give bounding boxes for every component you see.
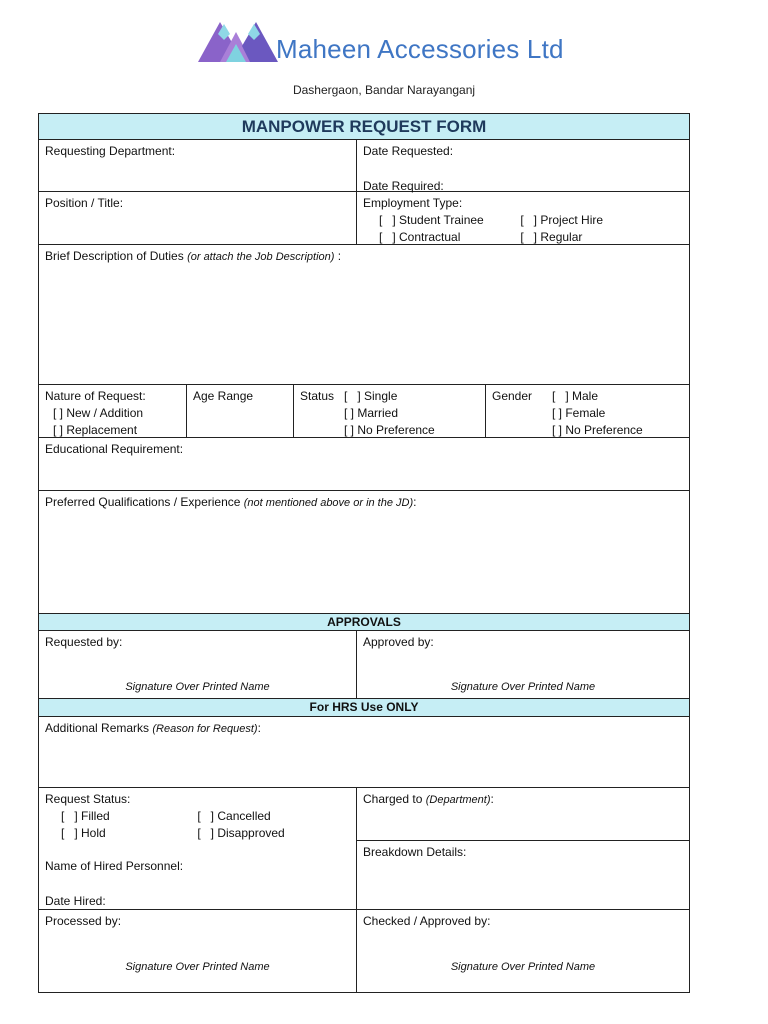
project-hire-checkbox[interactable]: [ ] Project Hire	[520, 213, 604, 227]
replacement-checkbox[interactable]: [ ] Replacement	[53, 423, 138, 437]
date-hired-field[interactable]: Date Hired:	[45, 894, 106, 908]
approved-by-label: Approved by:	[363, 635, 434, 649]
status-no-preference-checkbox[interactable]: [ ] No Preference	[344, 423, 435, 437]
form-title-row	[39, 114, 689, 140]
nature-of-request-cell	[39, 385, 187, 437]
requested-by-field[interactable]	[39, 631, 357, 698]
remarks-label: Additional Remarks	[45, 721, 153, 735]
hrs-header-row	[39, 699, 689, 717]
request-status-row	[39, 788, 689, 910]
approvals-row	[39, 631, 689, 699]
hired-personnel-field[interactable]: Name of Hired Personnel:	[45, 859, 184, 873]
age-range-label: Age Range	[193, 389, 254, 403]
charged-to-suffix: :	[490, 792, 494, 806]
breakdown-details-field[interactable]	[357, 841, 689, 910]
student-trainee-checkbox[interactable]: [ ] Student Trainee	[379, 213, 484, 227]
status-cell	[294, 385, 486, 437]
duties-note: (or attach the Job Description)	[187, 251, 335, 263]
company-name: Maheen Accessories Ltd	[276, 34, 564, 64]
date-required-field[interactable]: Date Required:	[363, 179, 444, 193]
status-label: Status	[300, 389, 335, 403]
position-title-label: Position / Title:	[45, 196, 124, 210]
requested-by-signature-caption: Signature Over Printed Name	[125, 681, 270, 693]
hold-checkbox[interactable]: [ ] Hold	[61, 826, 106, 840]
charged-to-note: (Department)	[425, 794, 491, 806]
cancelled-checkbox[interactable]: [ ] Cancelled	[197, 809, 271, 823]
manpower-request-form	[38, 113, 690, 993]
contractual-checkbox[interactable]: [ ] Contractual	[379, 230, 461, 244]
additional-remarks-field[interactable]	[39, 717, 689, 787]
charged-to-field[interactable]	[357, 788, 689, 841]
processed-by-field[interactable]	[39, 910, 357, 992]
department-row	[39, 140, 689, 192]
remarks-suffix: :	[257, 721, 261, 735]
gender-cell	[486, 385, 689, 437]
remarks-row	[39, 717, 689, 788]
mountain-logo-icon	[196, 18, 280, 64]
qualifications-suffix: :	[413, 495, 417, 509]
male-checkbox[interactable]: [ ] Male	[552, 389, 599, 403]
age-range-field[interactable]	[187, 385, 294, 437]
duties-suffix: :	[334, 249, 342, 263]
duties-label: Brief Description of Duties	[45, 249, 188, 263]
duties-row	[39, 245, 689, 385]
qualifications-row	[39, 491, 689, 614]
approved-by-field[interactable]	[357, 631, 689, 698]
approved-by-signature-caption: Signature Over Printed Name	[450, 681, 596, 693]
company-address: Dashergaon, Bandar Narayanganj	[292, 83, 476, 97]
female-checkbox[interactable]: [ ] Female	[552, 406, 606, 420]
requesting-department-label: Requesting Department:	[45, 144, 176, 158]
gender-label: Gender	[492, 389, 533, 403]
nature-of-request-label: Nature of Request:	[45, 389, 146, 403]
married-checkbox[interactable]: [ ] Married	[344, 406, 399, 420]
processing-row	[39, 910, 689, 992]
remarks-note: (Reason for Request)	[152, 723, 258, 735]
education-row	[39, 438, 689, 491]
position-title-field[interactable]	[39, 192, 357, 244]
employment-type-cell	[357, 192, 689, 244]
form-title: MANPOWER REQUEST FORM	[241, 117, 487, 136]
document-header	[0, 0, 768, 112]
regular-checkbox[interactable]: [ ] Regular	[520, 230, 583, 244]
approvals-title: APPROVALS	[327, 615, 401, 629]
request-status-cell	[39, 788, 357, 909]
qualifications-note: (not mentioned above or in the JD)	[243, 497, 414, 509]
employment-type-label: Employment Type:	[363, 196, 463, 210]
educational-requirement-label: Educational Requirement:	[45, 442, 184, 456]
filled-checkbox[interactable]: [ ] Filled	[61, 809, 110, 823]
requesting-department-field[interactable]	[39, 140, 357, 191]
breakdown-details-label: Breakdown Details:	[363, 845, 467, 859]
request-status-label: Request Status:	[45, 792, 131, 806]
hrs-title: For HRS Use ONLY	[309, 700, 419, 714]
checked-approved-by-signature-caption: Signature Over Printed Name	[450, 961, 596, 973]
disapproved-checkbox[interactable]: [ ] Disapproved	[197, 826, 285, 840]
duties-field[interactable]	[39, 245, 689, 384]
checked-approved-by-field[interactable]	[357, 910, 689, 992]
gender-no-preference-checkbox[interactable]: [ ] No Preference	[552, 423, 643, 437]
educational-requirement-field[interactable]	[39, 438, 689, 490]
position-row	[39, 192, 689, 245]
processed-by-label: Processed by:	[45, 914, 122, 928]
checked-approved-by-label: Checked / Approved by:	[363, 914, 491, 928]
new-addition-checkbox[interactable]: [ ] New / Addition	[53, 406, 144, 420]
date-requested-field[interactable]: Date Requested:	[363, 144, 454, 158]
approvals-header-row	[39, 614, 689, 631]
dates-cell	[357, 140, 689, 191]
qualifications-field[interactable]	[39, 491, 689, 613]
request-details-row	[39, 385, 689, 438]
single-checkbox[interactable]: [ ] Single	[344, 389, 398, 403]
charged-to-label: Charged to	[363, 792, 426, 806]
qualifications-label: Preferred Qualifications / Experience	[45, 495, 244, 509]
processed-by-signature-caption: Signature Over Printed Name	[125, 961, 270, 973]
requested-by-label: Requested by:	[45, 635, 123, 649]
